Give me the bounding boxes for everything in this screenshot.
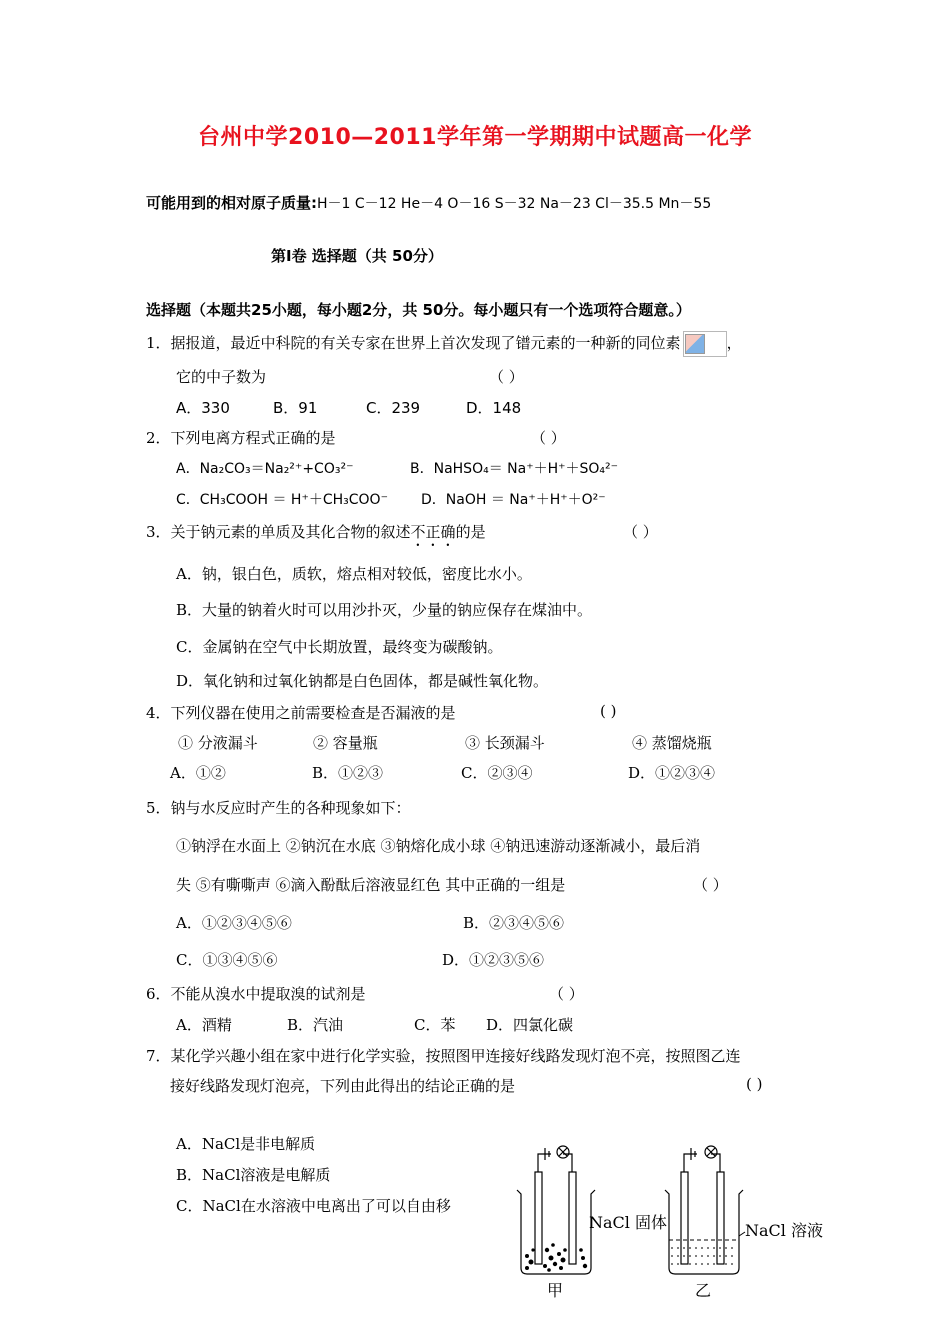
section-title: 第Ⅰ卷 选择题（共 50分） [271, 247, 443, 265]
question-4-stem: 4．下列仪器在使用之前需要检查是否漏液的是 [146, 704, 456, 722]
q6-option-c: C．苯 [414, 1016, 456, 1034]
q1-option-b: B．91 [273, 399, 318, 417]
atomic-mass-line [146, 192, 711, 213]
question-5-paren: （ ） [693, 876, 728, 894]
q2-option-b: B．NaHSO₄＝ Na⁺＋H⁺＋SO₄²⁻ [410, 461, 619, 477]
q3-option-b: B．大量的钠着火时可以用沙扑灭，少量的钠应保存在煤油中。 [176, 601, 593, 619]
figure-caption-jia: 甲 [547, 1281, 564, 1300]
question-1-text: 1．据报道，最近中科院的有关专家在世界上首次发现了镨元素的一种新的同位素 [146, 334, 681, 352]
question-7-line2: 接好线路发现灯泡亮，下列由此得出的结论正确的是 [170, 1077, 516, 1095]
question-1-paren: （ ） [489, 368, 524, 386]
question-3-paren: （ ） [623, 523, 658, 541]
nacl-solution-label: NaCl 溶液 [745, 1221, 823, 1240]
question-1-stem [146, 331, 742, 357]
figure-caption-yi: 乙 [695, 1281, 712, 1300]
question-5-line1: ①钠浮在水面上 ②钠沉在水底 ③钠熔化成小球 ④钠迅速游动逐渐减小，最后消 [176, 837, 701, 855]
question-7-paren: ( ) [746, 1075, 763, 1093]
q5-option-b: B．②③④⑤⑥ [463, 914, 565, 932]
beaker-jia [517, 1146, 595, 1274]
q4-option-c: C．②③④ [461, 764, 533, 782]
question-5-stem: 5．钠与水反应时产生的各种现象如下： [146, 799, 411, 817]
q4-item-2: ② 容量瓶 [313, 734, 378, 752]
question-7-line1: 7．某化学兴趣小组在家中进行化学实验，按照图甲连接好线路发现灯泡不亮，按照图乙连 [146, 1047, 741, 1065]
q5-option-c: C．①③④⑤⑥ [176, 951, 278, 969]
q1-option-a: A．330 [176, 399, 230, 417]
question-6-paren: （ ） [549, 985, 584, 1003]
conductivity-experiment-figure [505, 1132, 835, 1304]
exam-title: 台州中学2010—2011学年第一学期期中试题高一化学 [198, 125, 752, 150]
q4-item-1: ① 分液漏斗 [178, 734, 258, 752]
q1-option-c: C．239 [366, 399, 421, 417]
question-6-stem: 6．不能从溴水中提取溴的试剂是 [146, 985, 366, 1003]
broken-image-icon [685, 334, 705, 354]
q3-option-d: D．氧化钠和过氧化钠都是白色固体，都是碱性氧化物。 [176, 672, 549, 690]
atomic-mass-values: H－1 C－12 He－4 O－16 S－32 Na－23 Cl－35.5 Mn－55 [317, 196, 712, 212]
q4-option-d: D．①②③④ [628, 764, 716, 782]
q4-item-4: ④ 蒸馏烧瓶 [632, 734, 712, 752]
question-3-stem [146, 521, 486, 550]
nacl-solid-particles [525, 1243, 587, 1272]
question-1-line2: 它的中子数为 [176, 368, 267, 386]
q6-option-d: D．四氯化碳 [486, 1016, 574, 1034]
q6-option-a: A．酒精 [176, 1016, 232, 1034]
question-1-comma: ， [726, 334, 742, 352]
q3-option-c: C．金属钠在空气中长期放置，最终变为碳酸钠。 [176, 638, 503, 656]
q2-option-d: D．NaOH ＝ Na⁺＋H⁺＋O²⁻ [421, 492, 606, 508]
q7-option-c: C．NaCl在水溶液中电离出了可以自由移 [176, 1197, 451, 1215]
question-3-post: 的是 [455, 523, 486, 541]
beaker-yi [665, 1146, 743, 1274]
question-4-paren: ( ) [600, 702, 617, 720]
q4-item-3: ③ 长颈漏斗 [465, 734, 545, 752]
q7-option-a: A．NaCl是非电解质 [176, 1135, 316, 1153]
isotope-image-placeholder [683, 331, 727, 357]
atomic-mass-label: 可能用到的相对原子质量: [146, 194, 317, 212]
question-3-emphasis: 不正确 [410, 523, 456, 541]
question-2-stem: 2．下列电离方程式正确的是 [146, 429, 336, 447]
q2-option-a: A．Na₂CO₃＝Na₂²⁺+CO₃²⁻ [176, 461, 354, 477]
question-2-paren: （ ） [531, 429, 566, 447]
q4-option-b: B．①②③ [312, 764, 384, 782]
q1-option-d: D．148 [466, 399, 522, 417]
q6-option-b: B．汽油 [287, 1016, 344, 1034]
question-3-pre: 3．关于钠元素的单质及其化合物的叙述 [146, 523, 411, 541]
q2-option-c: C．CH₃COOH ＝ H⁺＋CH₃COO⁻ [176, 492, 388, 508]
question-5-line2: 失 ⑤有嘶嘶声 ⑥滴入酚酞后溶液显红色 其中正确的一组是 [176, 876, 566, 894]
q5-option-a: A．①②③④⑤⑥ [176, 914, 292, 932]
q4-option-a: A．①② [170, 764, 226, 782]
q7-option-b: B．NaCl溶液是电解质 [176, 1166, 331, 1184]
q3-option-a: A．钠，银白色，质软，熔点相对较低，密度比水小。 [176, 565, 532, 583]
q5-option-d: D．①②③⑤⑥ [442, 951, 545, 969]
instructions: 选择题（本题共25小题，每小题2分，共 50分。每小题只有一个选项符合题意。） [146, 301, 691, 319]
nacl-solid-label: NaCl 固体 [589, 1213, 667, 1232]
